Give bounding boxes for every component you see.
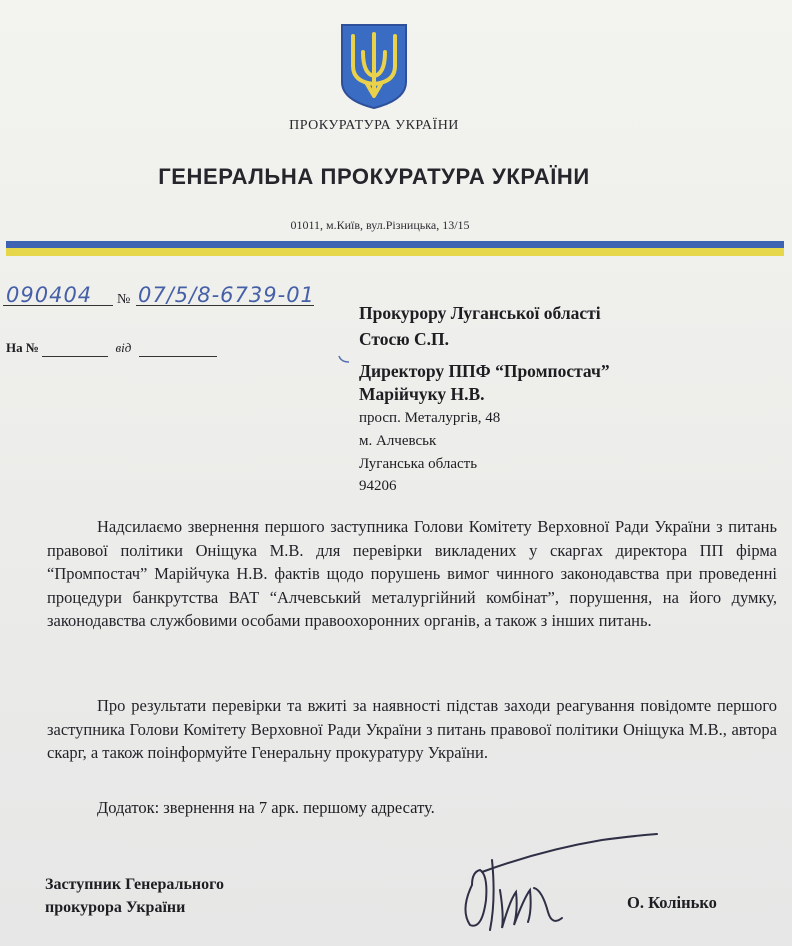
- reference-date-blank: [139, 340, 217, 357]
- recipient-1-line-1: Прокурору Луганської області: [359, 303, 601, 323]
- outgoing-number-label: №: [117, 292, 131, 307]
- recipient-2-region: Луганська область: [359, 456, 478, 472]
- trident-coat-of-arms-icon: [339, 22, 409, 110]
- signatory-position: [45, 873, 224, 919]
- recipient-2-line-2: Марійчуку Н.В.: [359, 384, 485, 404]
- signatory-position-line-1: Заступник Генерального: [45, 876, 225, 893]
- reference-number-blank: [42, 340, 108, 357]
- outgoing-date-handwritten: 090404: [6, 283, 93, 307]
- reference-from-label: від: [115, 340, 132, 355]
- attachment-line: Додаток: звернення на 7 арк. першому адресату.: [97, 798, 435, 817]
- outgoing-number-line: [136, 305, 314, 306]
- flag-stripe-yellow: [6, 248, 784, 256]
- flag-stripe-blue: [6, 241, 784, 248]
- outgoing-date-line: [3, 305, 113, 306]
- body-paragraph-2: Про результати перевірки та вжиті за наявності підстав заходи реагування повідомте першого заступника Голови Комітету Верховної Ради України з питань правової політики Оніщука М.В., автора скарг, а також поінформуйте Генеральну прокуратуру України.: [47, 696, 777, 762]
- signatory-name: О. Колінько: [627, 893, 717, 912]
- letterhead-title: ГЕНЕРАЛЬНА ПРОКУРАТУРА УКРАЇНИ: [158, 164, 590, 189]
- recipient-1-line-2: Стосю С.П.: [359, 329, 450, 349]
- handwritten-signature: [452, 830, 682, 940]
- letterhead-address: 01011, м.Київ, вул.Різницька, 13/15: [290, 218, 470, 232]
- recipient-2-street: просп. Металургів, 48: [359, 410, 501, 426]
- letterhead-subtitle: ПРОКУРАТУРА УКРАЇНИ: [289, 118, 459, 133]
- body-paragraph-1: Надсилаємо звернення першого заступника Голови Комітету Верховної Ради України з питань правової політики Оніщука М.В. для перевірки викладених у скаргах директора ПП фірма “Промпостач” Марійчука Н.В. фактів щодо порушень вимог чинного законодавства при проведенні процедури банкрутства ВАТ “Алчевський металургійний комбінат”, порушення, на його думку, законодавства службовими особами правоохоронних органів, а також з інших питань.: [47, 517, 777, 630]
- recipient-2-line-1: Директору ППФ “Промпостач”: [359, 361, 610, 381]
- outgoing-number-handwritten: 07/5/8-6739-01: [138, 283, 315, 307]
- recipient-2-postcode: 94206: [359, 478, 397, 494]
- reference-row: [6, 340, 217, 357]
- handwritten-tick-mark: [338, 354, 350, 364]
- recipient-2-city: м. Алчевськ: [359, 433, 437, 449]
- signatory-position-line-2: прокурора України: [45, 899, 186, 916]
- reference-label: На №: [6, 340, 39, 355]
